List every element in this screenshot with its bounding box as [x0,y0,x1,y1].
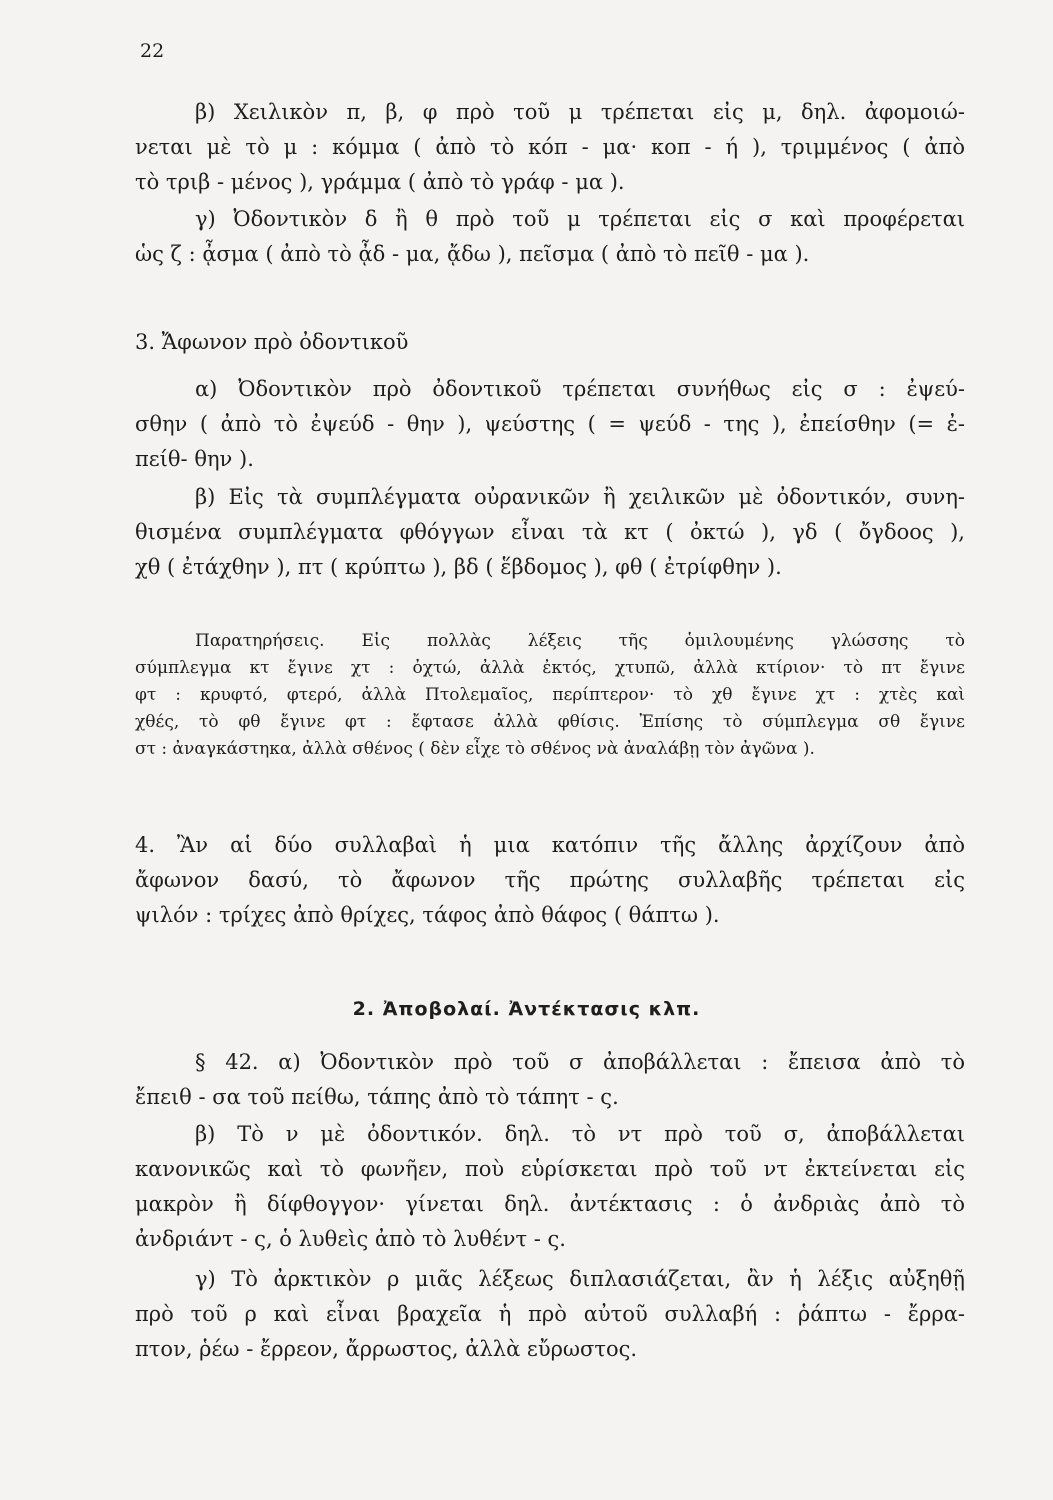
text-line: ἀνδριάντ - ς, ὁ λυθεὶς ἀπὸ τὸ λυθέντ - ς. [135,1227,566,1251]
text-line: ἔπειθ - σα τοῦ πείθω, τάπης ἀπὸ τὸ τάπητ - ς. [135,1085,619,1109]
text-line: β) Χειλικὸν π, β, φ πρὸ τοῦ μ τρέπεται εἰς μ, δηλ. ἀφομοιώ- [195,100,965,124]
text-line: σύμπλεγμα κτ ἔγινε χτ : ὀχτώ, ἀλλὰ ἐκτός, χτυπῶ, ἀλλὰ κτίριον· τὸ πτ ἔγινε [135,658,965,678]
text-line: φτ : κρυφτό, φτερό, ἀλλὰ Πτολεμαῖος, περίπτερον· τὸ χθ ἔγινε χτ : χτὲς καὶ [135,685,965,705]
section-42-paragraph-a [135,1045,965,1115]
text-line: στ : ἀναγκάστηκα, ἀλλὰ σθένος ( δὲν εἶχε τὸ σθένος νὰ ἀναλάβῃ τὸν ἀγῶνα ). [135,739,815,759]
text-line: Παρατηρήσεις. Εἰς πολλὰς λέξεις τῆς ὁμιλουμένης γλώσσης τὸ [195,631,965,651]
text-line: χθ ( ἐτάχθην ), πτ ( κρύπτω ), βδ ( ἕβδομος ), φθ ( ἐτρίφθην ). [135,555,782,579]
text-line: ἄφωνον δασύ, τὸ ἄφωνον τῆς πρώτης συλλαβῆς τρέπεται εἰς [135,868,965,892]
text-line: πρὸ τοῦ ρ καὶ εἶναι βραχεῖα ἡ πρὸ αὐτοῦ συλλαβή : ῥάπτω - ἔρρα- [135,1302,965,1326]
text-line: γ) Ὀδοντικὸν δ ἢ θ πρὸ τοῦ μ τρέπεται εἰς σ καὶ προφέρεται [195,207,965,231]
subheading: 2. Ἀποβολαί. Ἀντέκτασις κλπ. [352,998,701,1020]
section-42-paragraph-g [135,1262,965,1367]
text-line: τὸ τριβ - μένος ), γράμμα ( ἀπὸ τὸ γράφ - μα ). [135,170,625,194]
text-line: νεται μὲ τὸ μ : κόμμα ( ἀπὸ τὸ κόπ - μα· κοπ - ή ), τριμμένος ( ἀπὸ [135,135,965,159]
text-line: β) Τὸ ν μὲ ὀδοντικόν. δηλ. τὸ ντ πρὸ τοῦ σ, ἀποβάλλεται [195,1122,965,1146]
text-line: θισμένα συμπλέγματα φθόγγων εἶναι τὰ κτ ( ὀκτώ ), γδ ( ὄγδοος ), [135,520,965,544]
paragraph-dental-consonants [135,202,965,272]
text-line: γ) Τὸ ἀρκτικὸν ρ μιᾶς λέξεως διπλασιάζεται, ἂν ἡ λέξις αὐξηθῇ [195,1267,965,1291]
text-line: πείθ- θην ). [135,447,254,471]
section-3-paragraph-a [135,372,965,477]
text-line: 4. Ἂν αἱ δύο συλλαβαὶ ἡ μια κατόπιν τῆς ἄλλης ἀρχίζουν ἀπὸ [135,833,965,857]
paragraph-labial-consonants [135,95,965,200]
text-line: ὡς ζ : ᾆσμα ( ἀπὸ τὸ ᾆδ - μα, ᾄδω ), πεῖσμα ( ἀπὸ τὸ πεῖθ - μα ). [135,242,810,266]
text-line: β) Εἰς τὰ συμπλέγματα οὐρανικῶν ἢ χειλικῶν μὲ ὀδοντικόν, συνη- [195,485,965,509]
text-line: α) Ὀδοντικὸν πρὸ ὀδοντικοῦ τρέπεται συνήθως εἰς σ : ἐψεύ- [195,377,965,401]
section-3-paragraph-b [135,480,965,585]
text-line: μακρὸν ἢ δίφθογγον· γίνεται δηλ. ἀντέκτασις : ὁ ἀνδριὰς ἀπὸ τὸ [135,1192,965,1216]
text-line: χθές, τὸ φθ ἔγινε φτ : ἔφτασε ἀλλὰ φθίσις. Ἐπίσης τὸ σύμπλεγμα σθ ἔγινε [135,712,965,732]
text-line: ψιλόν : τρίχες ἀπὸ θρίχες, τάφος ἀπὸ θάφος ( θάπτω ). [135,903,720,927]
text-line: § 42. α) Ὀδοντικὸν πρὸ τοῦ σ ἀποβάλλεται : ἔπεισα ἀπὸ τὸ [195,1050,965,1074]
remarks-block [135,628,965,763]
text-line: κανονικῶς καὶ τὸ φωνῆεν, ποὺ εὑρίσκεται πρὸ τοῦ ντ ἐκτείνεται εἰς [135,1157,965,1181]
section-4-paragraph [135,828,965,933]
text-line: πτον, ῥέω - ἔρρεον, ἄρρωστος, ἀλλὰ εὔρωστος. [135,1337,638,1361]
section-3-heading: 3. Ἄφωνον πρὸ ὀδοντικοῦ [135,330,409,354]
page-number: 22 [140,40,165,62]
section-42-paragraph-b [135,1117,965,1257]
text-line: σθην ( ἀπὸ τὸ ἐψεύδ - θην ), ψεύστης ( = ψεύδ - της ), ἐπείσθην (= ἐ- [135,412,965,436]
